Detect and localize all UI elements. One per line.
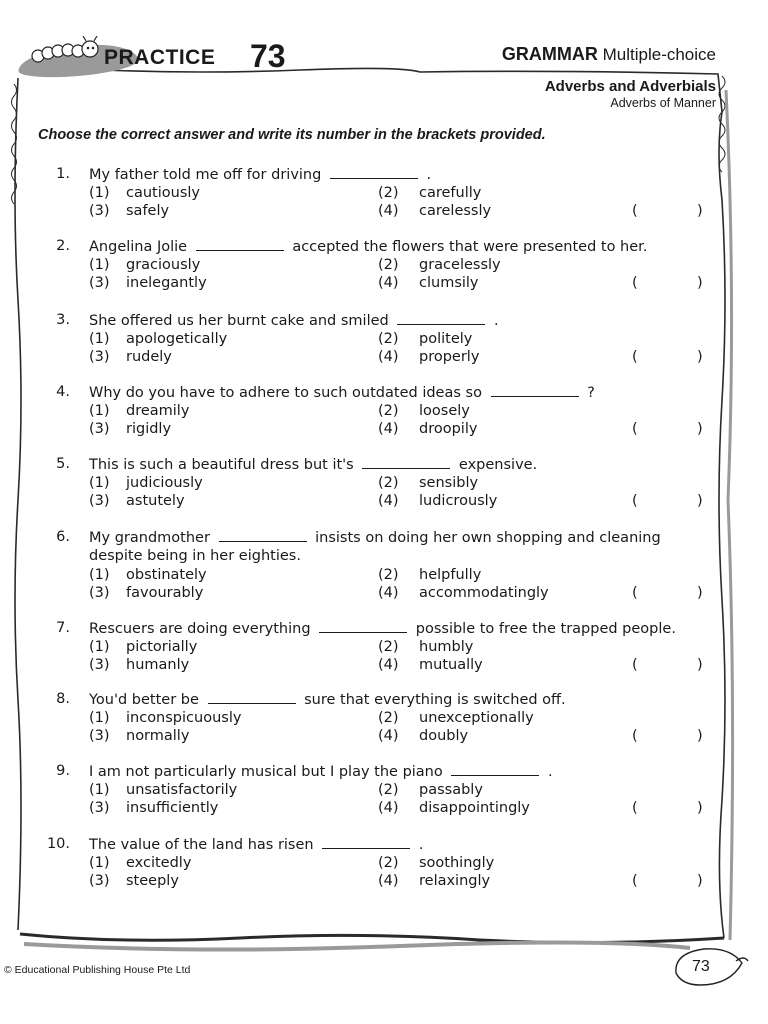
option-1: obstinately [126,567,207,583]
option-3-label: (3) [89,275,110,291]
stem-after: expensive. [454,457,538,473]
option-1: inconspicuously [126,710,242,726]
answer-bracket-close: ) [697,493,703,509]
option-4-label: (4) [378,203,399,219]
stem-after: . [543,764,553,780]
option-3-label: (3) [89,493,110,509]
answer-blank [330,166,418,179]
answer-bracket-open: ( [632,800,638,816]
option-4-label: (4) [378,657,399,673]
option-2: humbly [419,639,474,655]
option-3-label: (3) [89,657,110,673]
question-stem [89,691,705,709]
option-3: astutely [126,493,185,509]
option-1-label: (1) [89,639,110,655]
option-2-label: (2) [378,475,399,491]
stem-after: sure that everything is switched off. [299,692,566,708]
option-1-label: (1) [89,710,110,726]
option-4: disappointingly [419,800,530,816]
option-1: pictorially [126,639,198,655]
answer-bracket-close: ) [697,275,703,291]
option-1: apologetically [126,331,228,347]
option-3: safely [126,203,170,219]
stem-before: My grandmother [89,530,215,546]
type-bold: GRAMMAR [501,44,598,64]
option-1-label: (1) [89,331,110,347]
option-1: judiciously [126,475,203,491]
answer-blank [451,763,539,776]
question-number: 5. [56,456,70,472]
option-4-label: (4) [378,800,399,816]
option-2-label: (2) [378,710,399,726]
option-2-label: (2) [378,403,399,419]
option-2-label: (2) [378,567,399,583]
option-4: droopily [419,421,478,437]
answer-bracket-open: ( [632,203,638,219]
option-2: sensibly [419,475,479,491]
option-4-label: (4) [378,349,399,365]
option-4-label: (4) [378,585,399,601]
option-2-label: (2) [378,185,399,201]
option-4: clumsily [419,275,479,291]
worksheet-type [502,44,716,65]
question-stem [89,456,705,474]
option-3: normally [126,728,190,744]
answer-bracket-open: ( [632,421,638,437]
option-1-label: (1) [89,403,110,419]
question-number: 1. [56,166,70,182]
option-1: excitedly [126,855,192,871]
option-4: carelessly [419,203,492,219]
option-3-label: (3) [89,873,110,889]
stem-before: I am not particularly musical but I play the piano [89,764,448,780]
option-1-label: (1) [89,257,110,273]
question-number: 3. [56,312,70,328]
answer-blank [397,312,485,325]
subtopic-title: Adverbs of Manner [610,96,716,110]
option-2: carefully [419,185,482,201]
option-3-label: (3) [89,585,110,601]
option-2: loosely [419,403,470,419]
stem-before: This is such a beautiful dress but it's [89,457,359,473]
question-number: 2. [56,238,70,254]
option-1-label: (1) [89,782,110,798]
option-1: dreamily [126,403,190,419]
question-number: 10. [46,836,70,852]
caterpillar-icon [28,36,108,66]
option-2: helpfully [419,567,482,583]
stem-after: . [421,167,432,183]
answer-bracket-close: ) [697,873,703,889]
answer-bracket-open: ( [632,728,638,744]
question-number: 7. [56,620,70,636]
option-1-label: (1) [89,567,110,583]
option-1-label: (1) [89,855,110,871]
stem-before: Rescuers are doing everything [89,621,316,637]
stem-after: insists on doing her own shopping and cleaning despite being in her eighties. [89,530,661,564]
option-3: inelegantly [126,275,207,291]
option-3: rudely [126,349,172,365]
option-4-label: (4) [378,421,399,437]
answer-bracket-close: ) [697,585,703,601]
answer-blank [319,620,407,633]
answer-blank [219,529,307,542]
stem-after: . [414,837,424,853]
page-number-leaf-icon [670,945,750,989]
option-1: cautiously [126,185,200,201]
answer-bracket-close: ) [697,728,703,744]
option-1: graciously [126,257,201,273]
answer-bracket-open: ( [632,493,638,509]
stem-before: The value of the land has risen [89,837,319,853]
option-3-label: (3) [89,728,110,744]
question-number: 4. [56,384,70,400]
type-rest: Multiple-choice [597,45,716,64]
option-3: favourably [126,585,204,601]
question-number: 8. [56,691,70,707]
option-3: rigidly [126,421,172,437]
option-3-label: (3) [89,203,110,219]
question-stem [89,529,705,565]
answer-blank [322,836,410,849]
answer-blank [491,384,579,397]
answer-blank [196,238,284,251]
option-3-label: (3) [89,421,110,437]
option-4-label: (4) [378,275,399,291]
option-2: soothingly [419,855,495,871]
question-number: 9. [56,763,70,779]
option-2: politely [419,331,473,347]
answer-bracket-open: ( [632,349,638,365]
stem-before: You'd better be [89,692,204,708]
option-2-label: (2) [378,331,399,347]
answer-bracket-close: ) [697,421,703,437]
practice-label: PRACTICE [104,46,216,69]
stem-before: She offered us her burnt cake and smiled [89,313,394,329]
option-4-label: (4) [378,728,399,744]
question-stem [89,836,705,854]
option-2: unexceptionally [419,710,534,726]
practice-number: 73 [250,38,286,74]
question-number: 6. [56,529,70,545]
option-4: accommodatingly [419,585,549,601]
option-1-label: (1) [89,475,110,491]
option-4: doubly [419,728,469,744]
option-2-label: (2) [378,639,399,655]
option-3: steeply [126,873,179,889]
question-stem [89,763,705,781]
option-4-label: (4) [378,493,399,509]
option-4-label: (4) [378,873,399,889]
answer-bracket-close: ) [697,203,703,219]
option-3: humanly [126,657,190,673]
option-3-label: (3) [89,800,110,816]
option-3-label: (3) [89,349,110,365]
option-2: passably [419,782,483,798]
stem-before: Why do you have to adhere to such outdated ideas so [89,385,487,401]
answer-bracket-close: ) [697,800,703,816]
question-stem [89,238,705,256]
option-2-label: (2) [378,257,399,273]
instruction-text: Choose the correct answer and write its number in the brackets provided. [38,127,546,143]
option-2: gracelessly [419,257,501,273]
answer-bracket-close: ) [697,349,703,365]
stem-after: ? [582,385,595,401]
question-stem [89,166,705,184]
option-4: relaxingly [419,873,491,889]
option-4: ludicrously [419,493,498,509]
option-4: mutually [419,657,483,673]
page-number: 73 [692,958,710,975]
answer-blank [362,456,450,469]
option-3: insufficiently [126,800,219,816]
stem-before: Angelina Jolie [89,239,192,255]
stem-before: My father told me off for driving [89,167,326,183]
answer-bracket-open: ( [632,873,638,889]
option-4: properly [419,349,480,365]
answer-bracket-open: ( [632,585,638,601]
stem-after: accepted the flowers that were presented to her. [287,239,648,255]
question-stem [89,384,705,402]
answer-bracket-close: ) [697,657,703,673]
answer-bracket-open: ( [632,275,638,291]
option-1-label: (1) [89,185,110,201]
option-1: unsatisfactorily [126,782,238,798]
question-stem [89,620,705,638]
copyright: © Educational Publishing House Pte Ltd [4,964,191,976]
question-stem [89,312,705,330]
answer-bracket-open: ( [632,657,638,673]
answer-blank [208,691,296,704]
option-2-label: (2) [378,782,399,798]
stem-after: possible to free the trapped people. [411,621,676,637]
option-2-label: (2) [378,855,399,871]
practice-heading [18,36,318,76]
stem-after: . [489,313,499,329]
topic-title: Adverbs and Adverbials [544,78,716,95]
